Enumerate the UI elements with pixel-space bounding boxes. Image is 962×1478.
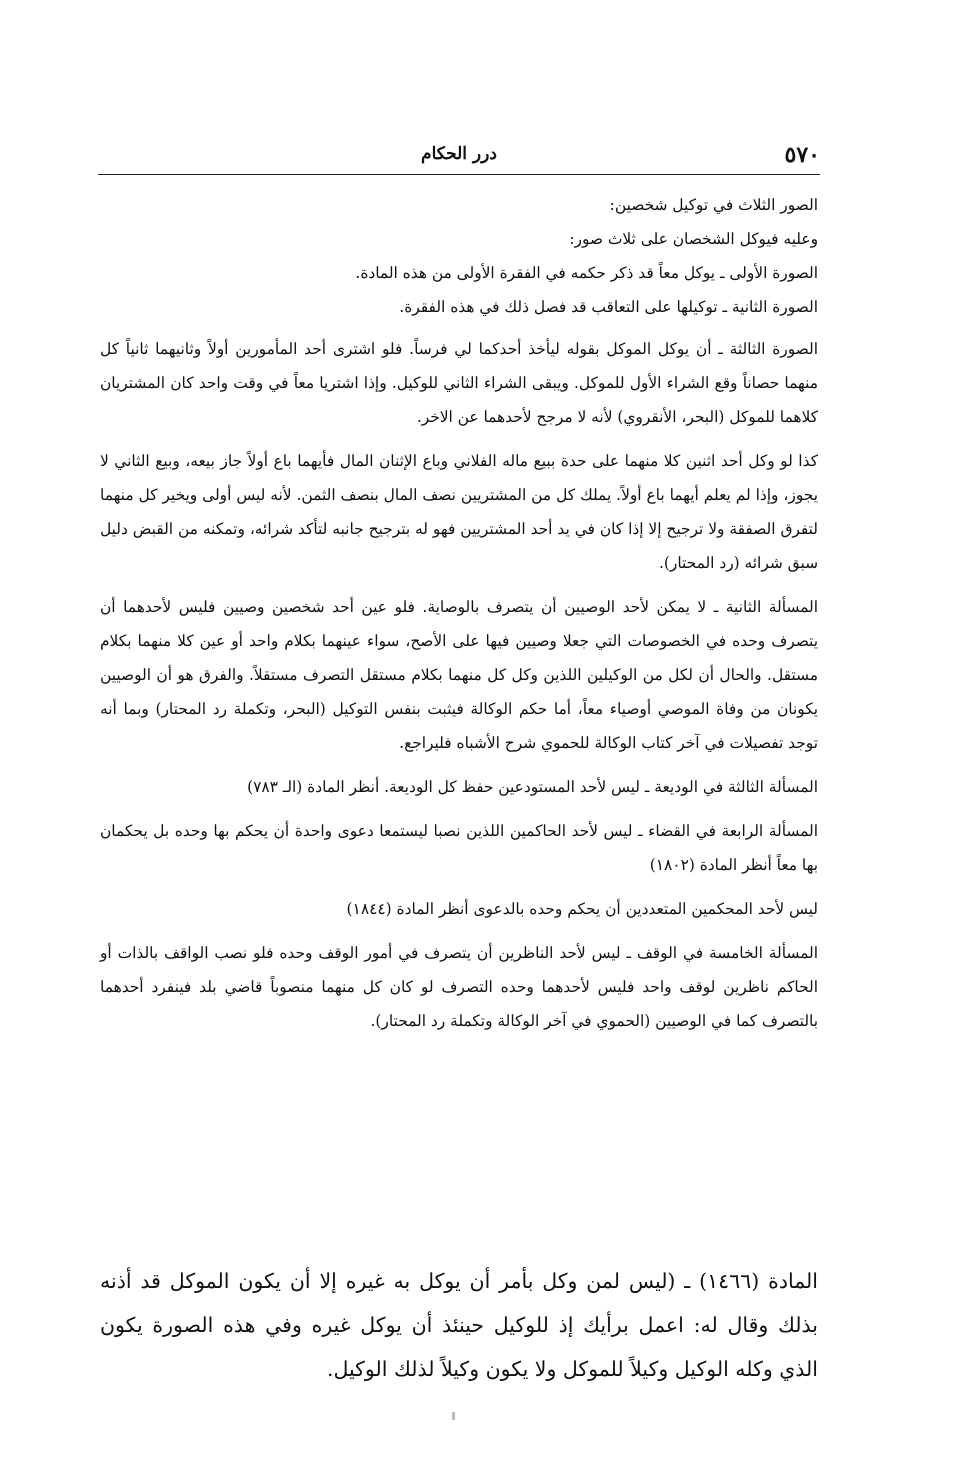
paragraph-arbitrators: ليس لأحد المحكمين المتعددين أن يحكم وحده بالدعوى أنظر المادة (١٨٤٤) [346,900,818,918]
intro-line: الصورة الثانية ـ توكيلها على التعاقب قد فصل ذلك في هذه الفقرة. [399,298,818,316]
paragraph-third-form: الصورة الثالثة ـ أن يوكل الموكل بقوله ليأخذ أحدكما لي فرساً. فلو اشترى أحد المأمورين أولاً وثانيهما ثانياً كل منهما حصاناً وقع الشراء الأول للموكل. ويبقى الشراء الثاني للوكيل. وإذا اشتريا معاً في وقت واحد كان المشتريان كلاهما للموكل (البحر، الأنقروي) لأنه لا مرجح لأحدهما عن الاخر. [100,340,818,426]
commentary-text [100,188,818,1048]
running-title: درر الحكام [421,144,497,164]
paragraph-fifth-issue: المسألة الخامسة في الوقف ـ ليس لأحد الناظرين أن يتصرف في أمور الوقف وحده فلو نصب الواقف بالذات أو الحاكم ناظرين لوقف واحد فليس لأحدهما وحده التصرف لو كان كل منهما منصوباً قاضي بلد فينفرد أحدهما بالتصرف كما في الوصيين (الحموي في آخر الوكالة وتكملة رد المحتار). [100,944,818,1030]
page-mark [452,1412,455,1420]
paragraph-third-issue: المسألة الثالثة في الوديعة ـ ليس لأحد المستودعين حفظ كل الوديعة. أنظر المادة (الـ ٧٨٣) [247,778,818,796]
paragraph-sale: كذا لو وكل أحد اثنين كلا منهما على حدة ببيع ماله الفلاني وباع الإثنان المال فأيهما باع أولاً جاز بيعه، وبيع الثاني لا يجوز، وإذا لم يعلم أيهما باع أولاً. يملك كل من المشتريين نصف المال بنصف الثمن. لأنه ليس أولى ويخير كل منهما لتفرق الصفقة ولا ترجيح إلا إذا كان في يد أحد المشتريين فهو له بترجيح جانبه لتأكد شرائه، وتمكنه من القبض دليل سبق شرائه (رد المحتار). [100,452,818,572]
page-header [98,140,820,174]
paragraph-second-issue: المسألة الثانية ـ لا يمكن لأحد الوصيين أن يتصرف بالوصاية. فلو عين أحد شخصين وصيين فليس لأحدهما أن يتصرف وحده في الخصوصات التي جعلا وصيين فيها على الأصح، سواء عينهما بكلام واحد أو عين كلا منهما بكلام مستقل. والحال أن لكل من الوكيلين اللذين وكل كل منهما بكلام مستقل التصرف مستقلاً. والفرق هو أن الوصيين يكونان من وفاة الموصي أوصياء معاً، أما حكم الوكالة فيثبت بنفس التوكيل (البحر، وتكملة رد المحتار) وبما أنه توجد تفصيلات في آخر كتاب الوكالة للحموي شرح الأشباه فليراجع. [100,598,818,752]
intro-line: الصورة الأولى ـ يوكل معاً قد ذكر حكمه في الفقرة الأولى من هذه المادة. [355,264,818,282]
article-1466: المادة (١٤٦٦) ـ (ليس لمن وكل بأمر أن يوكل به غيره إلا أن يكون الموكل قد أذنه بذلك وقال له: اعمل برأيك إذ للوكيل حينئذ أن يوكل غيره وفي هذه الصورة يكون الذي وكله الوكيل وكيلاً للموكل ولا يكون وكيلاً لذلك الوكيل. [100,1268,818,1381]
page-number: ٥٧٠ [784,142,820,168]
intro-line: وعليه فيوكل الشخصان على ثلاث صور: [569,230,818,248]
header-rule [98,174,820,175]
paragraph-fourth-issue: المسألة الرابعة في القضاء ـ ليس لأحد الحاكمين اللذين نصبا ليستمعا دعوى واحدة أن يحكم بها وحده بل يحكمان بها معاً أنظر المادة (١٨٠٢) [100,822,818,874]
intro-line: الصور الثلاث في توكيل شخصين: [609,196,818,214]
